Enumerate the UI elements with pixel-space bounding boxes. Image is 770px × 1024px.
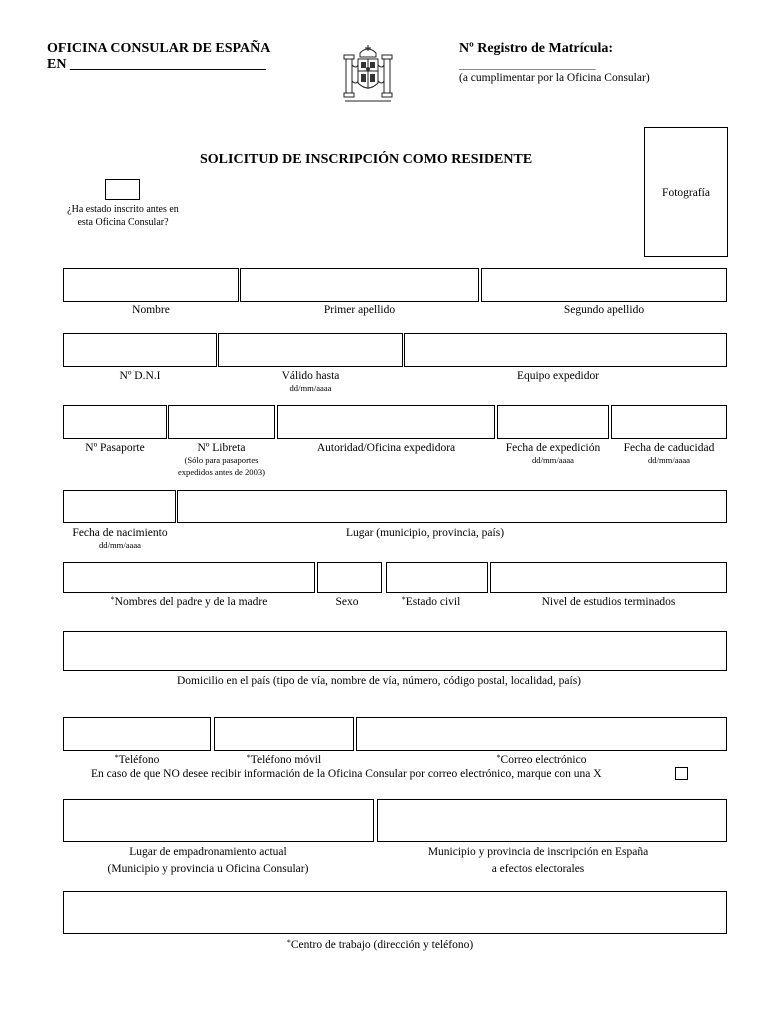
registry-title: Nº Registro de Matrícula: — [459, 41, 614, 56]
fecha-expedicion-label: Fecha de expedición — [505, 442, 601, 454]
estado-civil-label — [386, 595, 476, 609]
nombre-field[interactable] — [63, 268, 239, 302]
centro-trabajo-label — [63, 938, 697, 952]
estado-civil-text: Estado civil — [405, 596, 461, 608]
valido-hasta-format: dd/mm/aaaa — [289, 383, 332, 393]
registry-block — [459, 41, 650, 85]
sexo-label: Sexo — [335, 596, 359, 608]
dni-field[interactable] — [63, 333, 217, 367]
libreta-note-1: (Sólo para pasaportes — [184, 455, 259, 465]
registry-note: (a cumplimentar por la Oficina Consular) — [459, 72, 650, 84]
empadronamiento-field[interactable] — [63, 799, 374, 842]
padres-text: Nombres del padre y de la madre — [114, 596, 268, 608]
office-line-2: EN ____________________________ — [47, 57, 266, 72]
dni-label: Nº D.N.I — [119, 370, 161, 382]
empadronamiento-label — [63, 845, 353, 876]
fecha-nacimiento-field[interactable] — [63, 490, 176, 523]
municipio-electoral-line-1: Municipio y provincia de inscripción en España — [427, 846, 649, 858]
centro-trabajo-asterisk: * — [286, 938, 291, 947]
lugar-field[interactable] — [177, 490, 727, 523]
primer-apellido-label: Primer apellido — [323, 304, 396, 316]
spain-coat-of-arms-icon — [340, 43, 396, 107]
telefono-text: Teléfono — [118, 754, 160, 766]
municipio-electoral-label — [377, 845, 699, 876]
pasaporte-field[interactable] — [63, 405, 167, 439]
telefono-movil-text: Teléfono móvil — [250, 754, 322, 766]
libreta-label: Nº Libreta — [197, 442, 246, 454]
equipo-expedidor-field[interactable] — [404, 333, 727, 367]
libreta-field[interactable] — [168, 405, 275, 439]
photo-box[interactable] — [644, 127, 728, 257]
domicilio-field[interactable] — [63, 631, 727, 671]
autoridad-field[interactable] — [277, 405, 495, 439]
correo-field[interactable] — [356, 717, 727, 751]
padres-asterisk: * — [110, 595, 115, 604]
fecha-caducidad-field[interactable] — [611, 405, 727, 439]
estado-civil-field[interactable] — [386, 562, 488, 593]
fecha-caducidad-label: Fecha de caducidad — [623, 442, 715, 454]
padres-field[interactable] — [63, 562, 315, 593]
autoridad-label: Autoridad/Oficina expedidora — [316, 442, 456, 454]
centro-trabajo-field[interactable] — [63, 891, 727, 934]
valido-hasta-field[interactable] — [218, 333, 403, 367]
primer-apellido-field[interactable] — [240, 268, 479, 302]
nivel-estudios-field[interactable] — [490, 562, 727, 593]
correo-asterisk: * — [496, 753, 501, 762]
segundo-apellido-field[interactable] — [481, 268, 727, 302]
correo-label — [356, 753, 727, 767]
telefono-label — [63, 753, 211, 767]
email-optout-checkbox[interactable] — [675, 767, 688, 780]
email-optout-text: En caso de que NO desee recibir información de la Oficina Consular por correo electrónico, marque con una X — [91, 768, 602, 780]
equipo-expedidor-label: Equipo expedidor — [516, 370, 600, 382]
correo-text: Correo electrónico — [500, 754, 587, 766]
lugar-label: Lugar (municipio, provincia, país) — [345, 527, 505, 539]
municipio-electoral-line-2: a efectos electorales — [491, 863, 585, 875]
prev-question-line-2: esta Oficina Consular? — [77, 217, 169, 228]
office-title — [47, 41, 270, 73]
pasaporte-label: Nº Pasaporte — [85, 442, 145, 454]
nivel-estudios-label: Nivel de estudios terminados — [541, 596, 676, 608]
nombre-label: Nombre — [132, 304, 170, 316]
telefono-movil-field[interactable] — [214, 717, 354, 751]
padres-label — [63, 595, 315, 609]
domicilio-label: Domicilio en el país (tipo de vía, nombre de vía, número, código postal, localidad, país) — [177, 675, 581, 687]
office-line-1: OFICINA CONSULAR DE ESPAÑA — [47, 41, 271, 56]
sexo-field[interactable] — [317, 562, 382, 593]
registry-line: __________________________________ — [459, 61, 595, 71]
empadronamiento-line-1: Lugar de empadronamiento actual — [129, 846, 287, 858]
estado-civil-asterisk: * — [401, 595, 406, 604]
prev-registered-checkbox[interactable] — [105, 179, 140, 200]
municipio-electoral-field[interactable] — [377, 799, 727, 842]
telefono-movil-label — [214, 753, 354, 767]
fecha-caducidad-format: dd/mm/aaaa — [648, 455, 690, 465]
prev-question — [53, 203, 193, 229]
segundo-apellido-label: Segundo apellido — [563, 304, 645, 316]
prev-question-line-1: ¿Ha estado inscrito antes en — [67, 204, 179, 215]
libreta-note-2: expedidos antes de 2003) — [177, 467, 266, 477]
valido-hasta-label: Válido hasta — [281, 370, 340, 382]
telefono-movil-asterisk: * — [246, 753, 251, 762]
telefono-asterisk: * — [114, 753, 119, 762]
fecha-expedicion-field[interactable] — [497, 405, 609, 439]
fecha-expedicion-format: dd/mm/aaaa — [532, 455, 574, 465]
fecha-nacimiento-format: dd/mm/aaaa — [99, 540, 141, 550]
centro-trabajo-text: Centro de trabajo (dirección y teléfono) — [290, 939, 474, 951]
empadronamiento-line-2: (Municipio y provincia u Oficina Consular) — [107, 863, 309, 875]
telefono-field[interactable] — [63, 717, 211, 751]
photo-label: Fotografía — [662, 187, 710, 199]
fecha-nacimiento-label: Fecha de nacimiento — [72, 527, 168, 539]
form-title: SOLICITUD DE INSCRIPCIÓN COMO RESIDENTE — [200, 152, 533, 167]
